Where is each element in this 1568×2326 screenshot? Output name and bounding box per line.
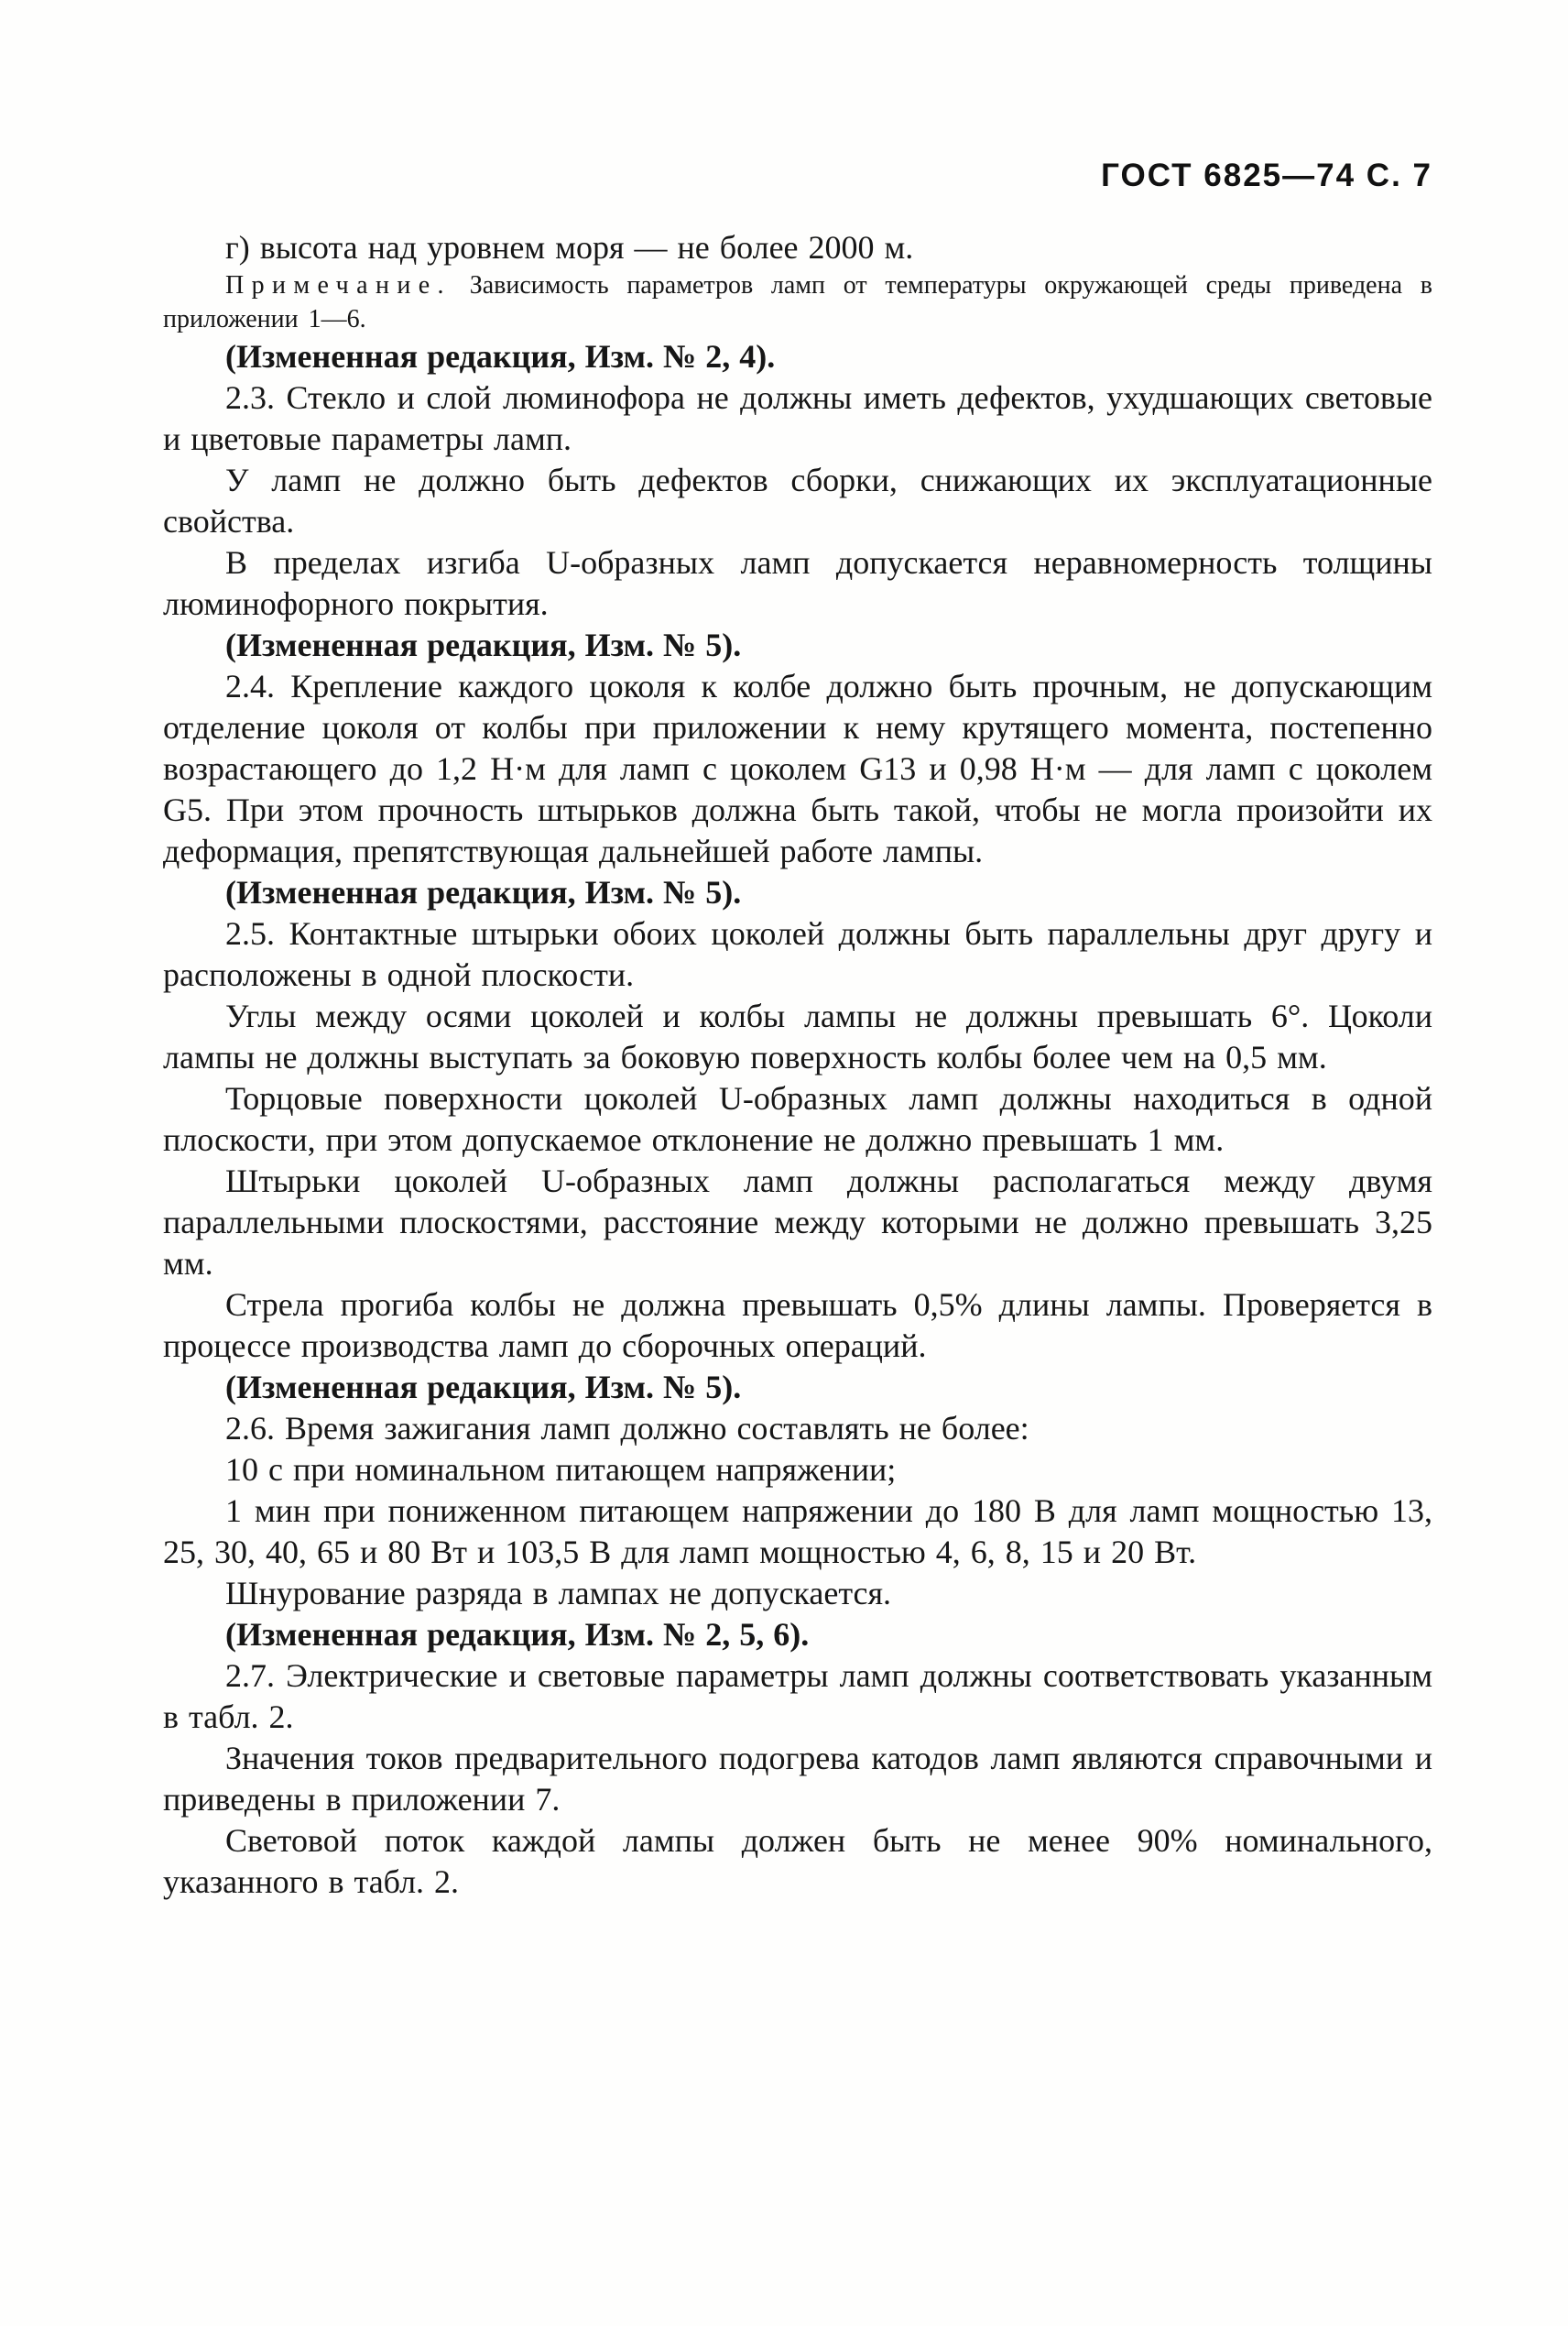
amendment-line: (Измененная редакция, Изм. № 2, 5, 6). — [225, 1616, 810, 1653]
body-paragraph: 1 мин при пониженном питающем напряжении до 180 В для ламп мощностью 13, 25, 30, 40, 65 и 80 Вт и 103,5 В для ламп мощностью 4, 6, 8, 15 и 20 Вт. — [163, 1492, 1432, 1570]
body-paragraph: В пределах изгиба U-образных ламп допускается неравномерность толщины люминофорного покрытия. — [163, 544, 1432, 622]
footnote-paragraph: Примечание. Зависимость параметров ламп от температуры окружающей среды приведена в приложении 1—6. — [163, 271, 1432, 333]
note-lead-word: Примечание. — [225, 271, 452, 300]
amendment-line: (Измененная редакция, Изм. № 5). — [225, 1369, 742, 1405]
amendment-line: (Измененная редакция, Изм. № 2, 4). — [225, 338, 776, 375]
body-paragraph: 2.7. Электрические и световые параметры ламп должны соответствовать указанным в табл. 2. — [163, 1657, 1432, 1735]
body-paragraph: Стрела прогиба колбы не должна превышать 0,5% длины лампы. Проверяется в процессе производства ламп до сборочных операций. — [163, 1286, 1432, 1364]
body-paragraph: 2.5. Контактные штырьки обоих цоколей должны быть параллельны друг другу и расположены в одной плоскости. — [163, 915, 1432, 993]
body-paragraph: 2.6. Время зажигания ламп должно составлять не более: — [225, 1410, 1029, 1447]
body-paragraph: Световой поток каждой лампы должен быть не менее 90% номинального, указанного в табл. 2. — [163, 1822, 1432, 1900]
amendment-line: (Измененная редакция, Изм. № 5). — [225, 627, 742, 663]
body-paragraph: Торцовые поверхности цоколей U-образных ламп должны находиться в одной плоскости, при этом допускаемое отклонение не должно превышать 1 мм. — [163, 1080, 1432, 1158]
body-paragraph: У ламп не должно быть дефектов сборки, снижающих их эксплуатационные свойства. — [163, 462, 1432, 540]
body-paragraph: 2.4. Крепление каждого цоколя к колбе должно быть прочным, не допускающим отделение цоколя от колбы при приложении к нему крутящего момента, постепенно возрастающего до 1,2 Н·м для ламп с цоколем G13 и 0,98 Н·м — для ламп с цоколем G5. При этом прочность штырьков должна быть такой, чтобы не могла произойти их деформация, препятствующая дальнейшей работе лампы. — [163, 668, 1432, 869]
body-paragraph: Углы между осями цоколей и колбы лампы не должны превышать 6°. Цоколи лампы не должны выступать за боковую поверхность колбы более чем на 0,5 мм. — [163, 998, 1432, 1076]
body-paragraph: г) высота над уровнем моря — не более 2000 м. — [225, 229, 914, 266]
page-header-gost-number: ГОСТ 6825—74 С. 7 — [1101, 158, 1432, 193]
body-paragraph: Штырьки цоколей U-образных ламп должны располагаться между двумя параллельными плоскостями, расстояние между которыми не должно превышать 3,25 мм. — [163, 1163, 1432, 1282]
document-body — [163, 227, 1432, 1903]
body-paragraph: Значения токов предварительного подогрева катодов ламп являются справочными и приведены в приложении 7. — [163, 1740, 1432, 1818]
body-paragraph: 2.3. Стекло и слой люминофора не должны иметь дефектов, ухудшающих световые и цветовые параметры ламп. — [163, 379, 1432, 457]
body-paragraph: Шнурование разряда в лампах не допускается. — [225, 1575, 892, 1611]
amendment-line: (Измененная редакция, Изм. № 5). — [225, 874, 742, 911]
body-paragraph: 10 с при номинальном питающем напряжении; — [225, 1451, 897, 1488]
